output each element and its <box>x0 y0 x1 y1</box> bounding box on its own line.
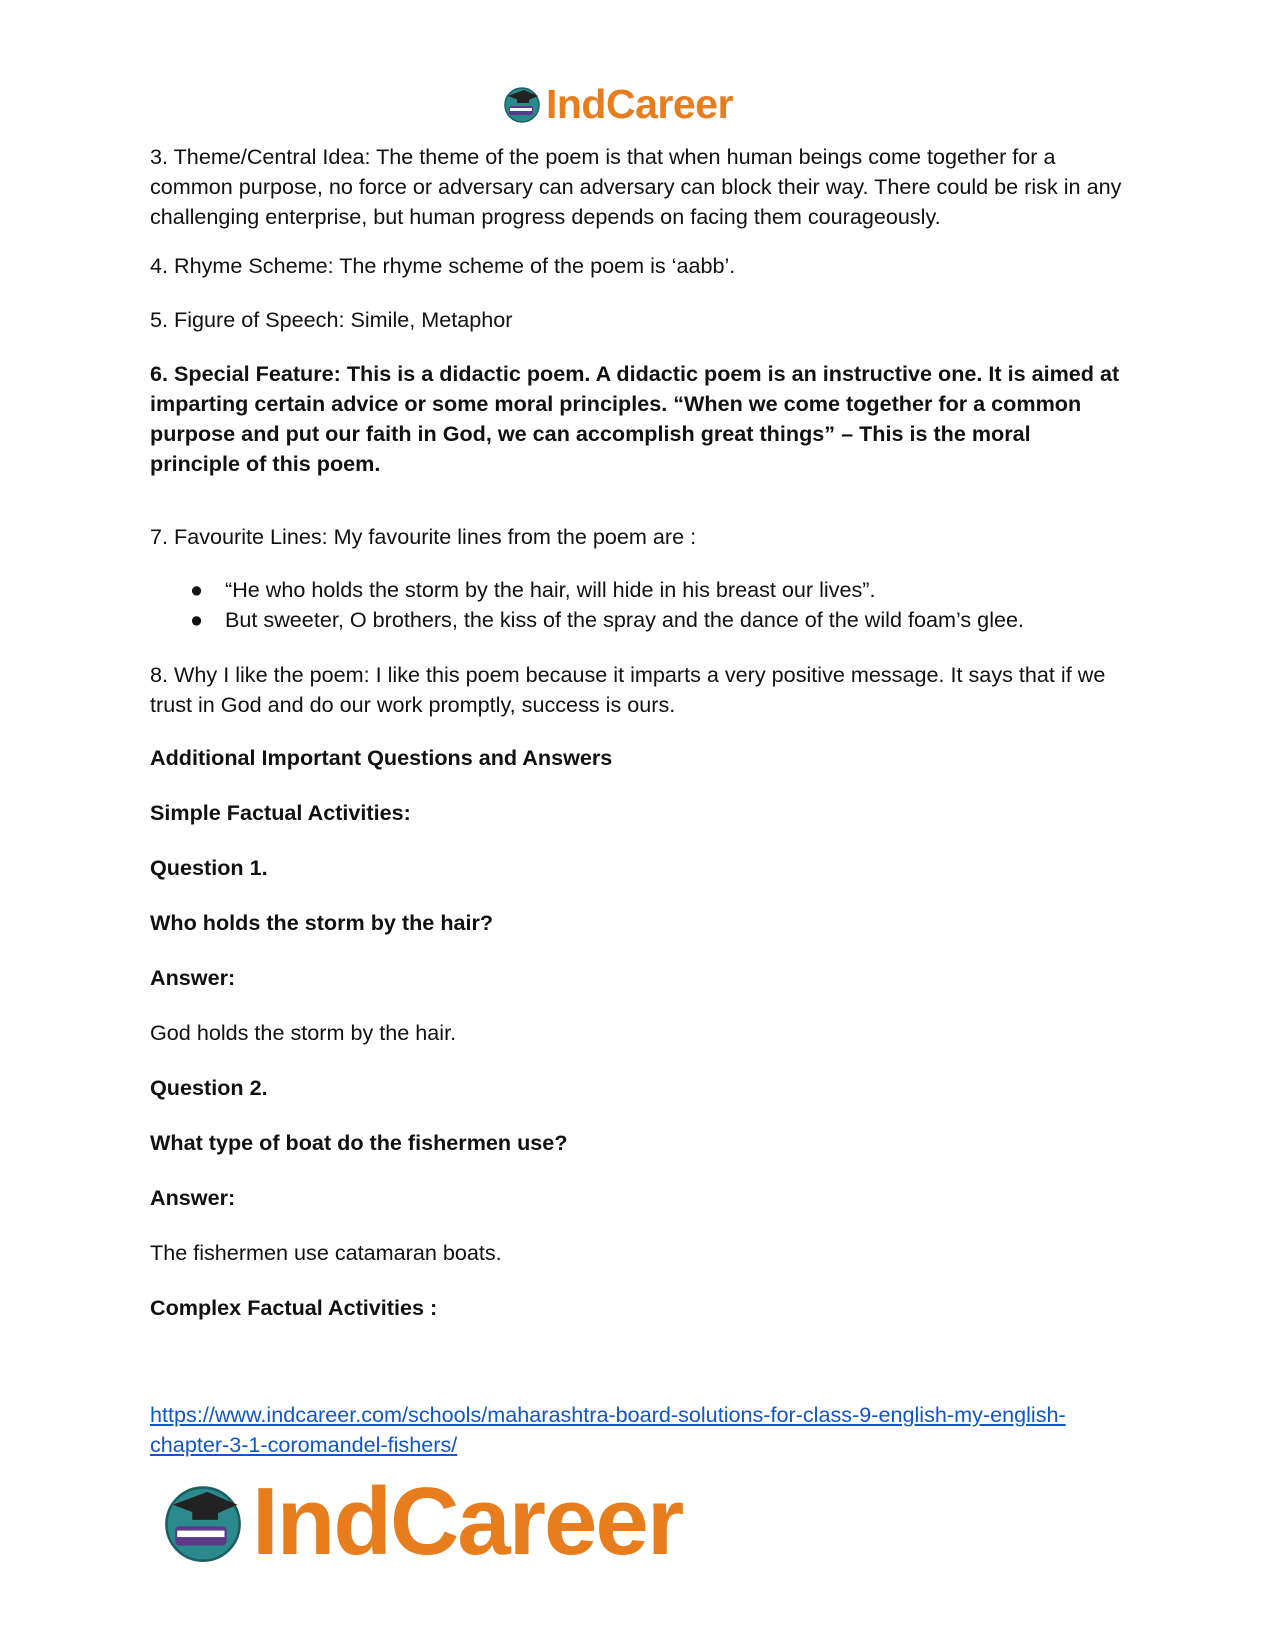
heading-simple-factual: Simple Factual Activities: <box>150 800 411 825</box>
paragraph-why-i-like: 8. Why I like the poem: I like this poem because it imparts a very positive message. It says that if we trust in God and do our work promptly, success is ours. <box>150 662 1106 717</box>
bullet-icon: ● <box>190 577 204 602</box>
header-logo <box>502 80 733 128</box>
heading-complex-factual: Complex Factual Activities : <box>150 1295 438 1320</box>
paragraph-special-feature: 6. Special Feature: This is a didactic poem. A didactic poem is an instructive one. It is aimed at imparting certain advice or some moral principles. “When we come together for a common purpose and put our faith in God, we can accomplish great things” – This is the moral principle of this poem. <box>150 361 1120 476</box>
favourite-lines-list <box>150 575 1125 635</box>
paragraph-theme: 3. Theme/Central Idea: The theme of the poem is that when human beings come together for a common purpose, no force or adversary can adversary can block their way. There could be risk in any challenging enterprise, but human progress depends on facing them courageously. <box>150 144 1122 229</box>
paragraph-rhyme-scheme: 4. Rhyme Scheme: The rhyme scheme of the poem is ‘aabb’. <box>150 253 736 278</box>
source-link[interactable]: https://www.indcareer.com/schools/maharashtra-board-solutions-for-class-9-english-my-english-chapter-3-1-coromandel-fishers/ <box>150 1402 1066 1457</box>
footer-logo <box>160 1468 683 1575</box>
question-2-text: What type of boat do the fishermen use? <box>150 1130 568 1155</box>
logo-text: IndCareer <box>252 1468 683 1575</box>
answer-2-label: Answer: <box>150 1185 236 1210</box>
answer-2-text: The fishermen use catamaran boats. <box>150 1240 502 1265</box>
list-item: ● “He who holds the storm by the hair, will hide in his breast our lives”. <box>150 575 1125 605</box>
answer-1-label: Answer: <box>150 965 236 990</box>
question-1-label: Question 1. <box>150 855 268 880</box>
graduation-book-globe-icon <box>160 1479 246 1565</box>
graduation-book-globe-icon <box>502 84 542 124</box>
bullet-icon: ● <box>190 607 204 632</box>
logo-text: IndCareer <box>546 80 733 127</box>
question-2-label: Question 2. <box>150 1075 268 1100</box>
list-item: ● But sweeter, O brothers, the kiss of the spray and the dance of the wild foam’s glee. <box>150 605 1125 635</box>
answer-1-text: God holds the storm by the hair. <box>150 1020 457 1045</box>
heading-additional-questions: Additional Important Questions and Answers <box>150 745 613 770</box>
paragraph-figure-of-speech: 5. Figure of Speech: Simile, Metaphor <box>150 307 513 332</box>
question-1-text: Who holds the storm by the hair? <box>150 910 494 935</box>
paragraph-favourite-lines: 7. Favourite Lines: My favourite lines from the poem are : <box>150 524 697 549</box>
